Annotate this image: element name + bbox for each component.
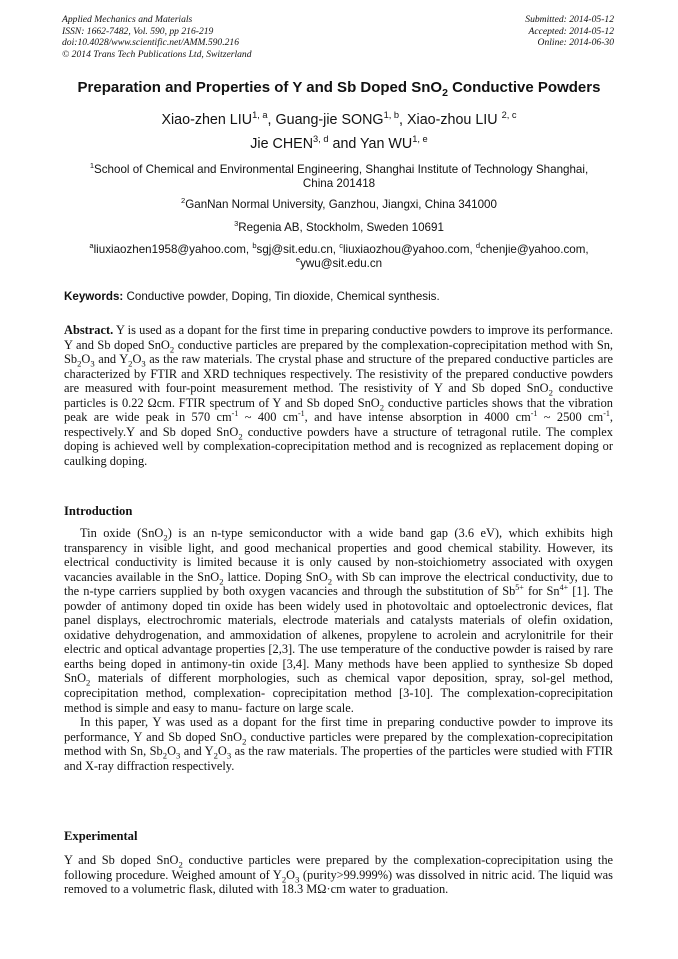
paper-title: Preparation and Properties of Y and Sb Doped SnO$_2$ Conductive Powders: [77, 79, 601, 99]
abstract-label: Abstract.: [64, 323, 114, 337]
introduction-body: [64, 526, 613, 773]
doi-line: doi:10.4028/www.scientific.net/AMM.590.216: [62, 37, 240, 49]
introduction-paragraph-2: In this paper, Y was used as a dopant for the first time in preparing conductive powder to improve its performance, Y and Sb doped SnO$_2$ conductive particles were prepared by the complexation-coprecipitation method with Sn, $Sb_2O_3$ and $Y_2O_3$ as the raw materials. The properties of the particles were studied with FTIR and X-ray diffraction respectively.: [64, 715, 613, 773]
affiliation-2: $^2$GanNan Normal University, Ganzhou, Jiangxi, China 341000: [181, 196, 497, 211]
author-line-1: Xiao-zhen LIU$^{1, a}$, Guang-jie SONG$^{1, b}$, Xiao-zhou LIU $^{2, c}$: [161, 110, 517, 128]
copyright-line: © 2014 Trans Tech Publications Ltd, Switzerland: [62, 48, 252, 60]
introduction-paragraph-1: Tin oxide (SnO$_2$) is an n-type semiconductor with a wide band gap (3.6 eV), which exhibits high transparency in visible light, and good mechanical properties and good chemical stability. However, its electrical conductivity is limited because it is only caused by non-stoichiometry associated with oxygen vacancies available in the SnO$_2$ lattice. Doping SnO$_2$ with Sb can improve the electrical conductivity, due to the n-type carriers supplied by both oxygen vacancies and through the substitution of $Sb^{5+}$ for $Sn^{4+}$ [1]. The powder of antimony doped tin oxide has been widely used in photovoltaic and optoelectronic devices, flat panel displays, electrochromic materials, electrode materials and catalysts materials of olefin oxidation, oxidative dehydrogenation, and ammoxidation of alkenes, propylene to acrolein and acrylonitrile for their electric and optical advantage properties [2,3]. The use temperature of the conductive powder is raised by rare earths being doped in antimony-tin oxide [3,4]. Many methods have been applied to synthesize Sb doped SnO$_2$ materials of different morphologies, such as chemical vapor deposition, spray, sol-gel method, coprecipitation method, complexation- coprecipitation method [3-10]. The complexation-coprecipitation method is simple and easy to manu- facture on large scale.: [64, 526, 613, 715]
dates-header: [525, 14, 614, 49]
author-line-2: Jie CHEN$^{3, d}$ and Yan WU$^{1, e}$: [250, 134, 428, 152]
submitted-date: Submitted: 2014-05-12: [525, 14, 614, 25]
issn-line: ISSN: 1662-7482, Vol. 590, pp 216-219: [62, 25, 214, 37]
introduction-heading: Introduction: [64, 504, 133, 518]
keywords: Keywords: Conductive powder, Doping, Tin dioxide, Chemical synthesis.: [64, 290, 440, 303]
affiliation-3: $^3$Regenia AB, Stockholm, Sweden 10691: [234, 219, 444, 234]
abstract: Abstract. Y is used as a dopant for the first time in preparing conductive powders to improve its performance. Y and Sb doped SnO$_2$ conductive particles are prepared by the complexation-coprecipitation method with Sn, $Sb_2O_3$ and $Y_2O_3$ as the raw materials. The crystal phase and structure of the prepared conductive particles are characterized by FTIR and XRD techniques respectively. The resistivity of the prepared conductive powders are measured with four-point measurement method. The resistivity of Y and Sb doped SnO$_2$ conductive particles is 0.22 Ωcm. FTIR spectrum of Y and Sb doped SnO$_2$ conductive particles shows that the vibration peak are wide peak in 570 $cm^{-1}$ ~ 400 $cm^{-1}$, and have intense absorption in 4000 $cm^{-1}$ ~ 2500 $cm^{-1}$, respectively.Y and Sb doped SnO$_2$ conductive powders have a structure of tetragonal rutile. The complex doping is achieved well by complexation-coprecipitation method and is recognized as replacement doping or caulking doping.: [64, 323, 614, 468]
journal-name: Applied Mechanics and Materials: [62, 14, 193, 25]
affiliation-1: $^1$School of Chemical and Environmental Engineering, Shanghai Institute of Technology Shanghai, China 201418: [89, 161, 589, 190]
experimental-body: [64, 853, 613, 897]
experimental-heading: Experimental: [64, 829, 138, 843]
author-emails: $^a$liuxiaozhen1958@yahoo.com, $^b$sgj@sit.edu.cn, $^c$liuxiaozhou@yahoo.com, $^d$chenjie@yahoo.com, $^e$ywu@sit.edu.cn: [89, 241, 589, 270]
accepted-date: Accepted: 2014-05-12: [528, 25, 614, 37]
journal-header: [62, 14, 252, 60]
experimental-paragraph-1: Y and Sb doped SnO$_2$ conductive particles were prepared by the complexation-coprecipitation using the following procedure. Weighed amount of $Y_2O_3$ (purity>99.999%) was dissolved in nitric acid. The liquid was removed to a volumetric flask, diluted with 18.3 MΩ·cm water to graduation.: [64, 853, 614, 897]
online-date: Online: 2014-06-30: [537, 37, 614, 49]
